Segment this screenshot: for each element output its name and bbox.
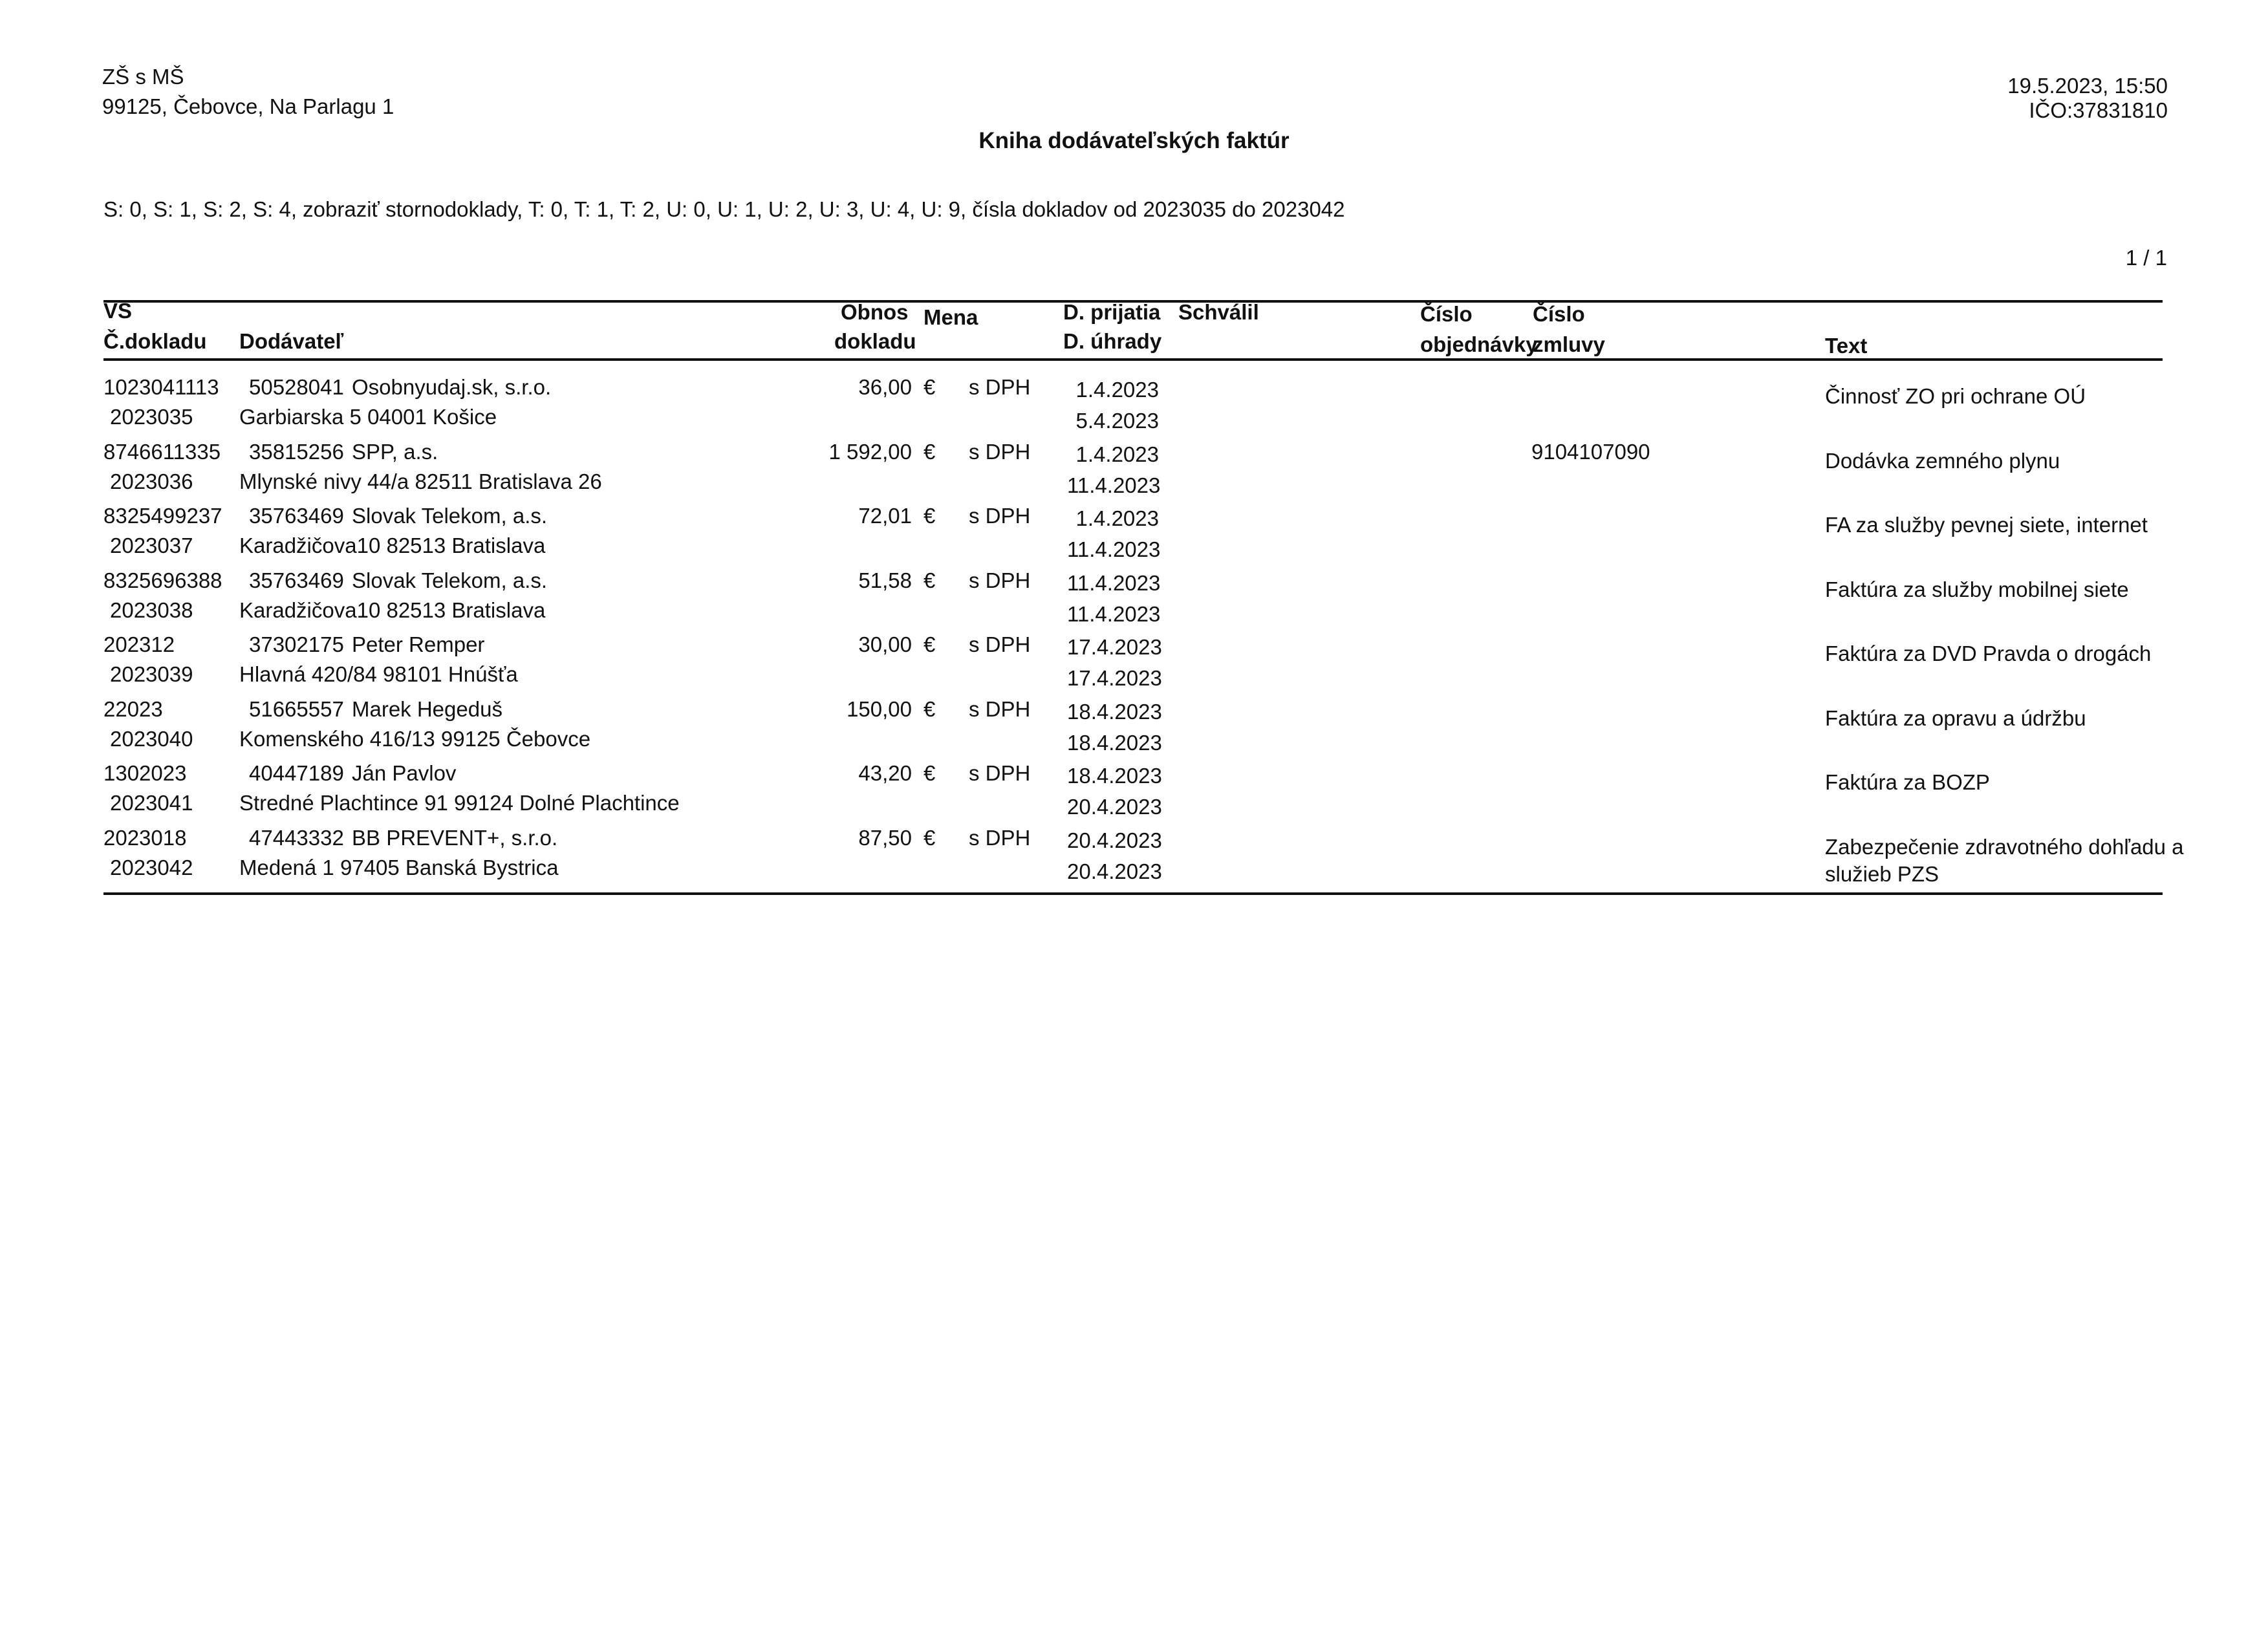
row-due-date: 5.4.2023 bbox=[1075, 409, 1159, 433]
row-vs: 1302023 bbox=[103, 761, 187, 785]
row-due-date: 20.4.2023 bbox=[1067, 859, 1162, 883]
row-text: FA za služby pevnej siete, internet bbox=[1825, 513, 2148, 537]
column-header-received: D. prijatia bbox=[1063, 300, 1161, 324]
row-supplier-address: Garbiarska 5 04001 Košice bbox=[239, 405, 497, 429]
row-supplier-address: Hlavná 420/84 98101 Hnúšťa bbox=[239, 662, 518, 686]
row-supplier-name: Peter Remper bbox=[352, 632, 485, 656]
filter-criteria: S: 0, S: 1, S: 2, S: 4, zobraziť stornodoklady, T: 0, T: 1, T: 2, U: 0, U: 1, U: 2, U: 3, U: 4, U: 9, čísla dokladov od 2023035 do 2023042 bbox=[103, 197, 1345, 221]
row-currency: € bbox=[923, 697, 936, 721]
row-supplier-id: 51665557 bbox=[249, 697, 344, 721]
row-supplier-address: Komenského 416/13 99125 Čebovce bbox=[239, 727, 591, 751]
table-bottom-rule bbox=[103, 892, 2163, 895]
row-amount: 150,00 bbox=[847, 697, 912, 721]
row-doc-number: 2023036 bbox=[110, 469, 193, 493]
row-due-date: 11.4.2023 bbox=[1067, 537, 1161, 561]
row-supplier-id: 35763469 bbox=[249, 504, 344, 528]
row-vs: 8325696388 bbox=[103, 568, 222, 592]
row-due-date: 11.4.2023 bbox=[1067, 473, 1161, 497]
row-doc-number: 2023037 bbox=[110, 534, 193, 557]
row-supplier-address: Stredné Plachtince 91 99124 Dolné Plachtince bbox=[239, 791, 680, 815]
row-amount: 51,58 bbox=[858, 568, 912, 592]
row-text: Faktúra za BOZP bbox=[1825, 770, 1990, 794]
row-received-date: 11.4.2023 bbox=[1067, 571, 1161, 595]
row-vat: s DPH bbox=[969, 826, 1031, 850]
row-due-date: 18.4.2023 bbox=[1067, 731, 1162, 755]
row-text: Faktúra za služby mobilnej siete bbox=[1825, 577, 2129, 601]
row-contract-number: 9104107090 bbox=[1531, 440, 1650, 464]
row-supplier-id: 35763469 bbox=[249, 568, 344, 592]
column-header-amount-line2: dokladu bbox=[834, 329, 916, 353]
row-vat: s DPH bbox=[969, 440, 1031, 464]
row-text: Faktúra za opravu a údržbu bbox=[1825, 706, 2086, 730]
row-currency: € bbox=[923, 504, 936, 528]
row-vs: 8325499237 bbox=[103, 504, 222, 528]
row-vat: s DPH bbox=[969, 761, 1031, 785]
row-amount: 30,00 bbox=[858, 632, 912, 656]
row-received-date: 1.4.2023 bbox=[1075, 378, 1159, 402]
row-currency: € bbox=[923, 826, 936, 850]
row-vs: 8746611335 bbox=[103, 440, 221, 464]
row-amount: 1 592,00 bbox=[828, 440, 912, 464]
row-received-date: 17.4.2023 bbox=[1067, 635, 1162, 659]
row-supplier-id: 47443332 bbox=[249, 826, 344, 850]
column-header-text: Text bbox=[1825, 334, 1868, 358]
row-due-date: 11.4.2023 bbox=[1067, 602, 1161, 626]
row-supplier-name: Marek Hegeduš bbox=[352, 697, 502, 721]
row-supplier-name: Slovak Telekom, a.s. bbox=[352, 568, 548, 592]
column-header-amount-line1: Obnos bbox=[841, 300, 909, 324]
print-info bbox=[2007, 74, 2168, 123]
row-supplier-name: Ján Pavlov bbox=[352, 761, 457, 785]
row-due-date: 20.4.2023 bbox=[1067, 795, 1162, 819]
row-vat: s DPH bbox=[969, 568, 1031, 592]
row-text: Dodávka zemného plynu bbox=[1825, 449, 2060, 473]
row-amount: 72,01 bbox=[858, 504, 912, 528]
row-doc-number: 2023042 bbox=[110, 856, 193, 879]
row-supplier-address: Karadžičova10 82513 Bratislava bbox=[239, 598, 546, 622]
row-supplier-id: 37302175 bbox=[249, 632, 344, 656]
row-currency: € bbox=[923, 375, 936, 399]
row-supplier-name: Osobnyudaj.sk, s.r.o. bbox=[352, 375, 552, 399]
row-supplier-id: 35815256 bbox=[249, 440, 344, 464]
column-header-vs: VS bbox=[103, 299, 133, 323]
row-amount: 43,20 bbox=[858, 761, 912, 785]
row-received-date: 20.4.2023 bbox=[1067, 828, 1162, 852]
row-supplier-address: Karadžičova10 82513 Bratislava bbox=[239, 534, 546, 557]
row-supplier-address: Mlynské nivy 44/a 82511 Bratislava 26 bbox=[239, 469, 602, 493]
row-vat: s DPH bbox=[969, 375, 1031, 399]
column-header-contract-line2: zmluvy bbox=[1533, 332, 1605, 356]
column-header-order-line2: objednávky bbox=[1420, 332, 1538, 356]
row-supplier-id: 50528041 bbox=[249, 375, 344, 399]
row-text: Faktúra za DVD Pravda o drogách bbox=[1825, 641, 2152, 665]
print-datetime: 19.5.2023, 15:50 bbox=[2007, 74, 2168, 98]
row-text: Činnosť ZO pri ochrane OÚ bbox=[1825, 384, 2086, 408]
row-amount: 36,00 bbox=[858, 375, 912, 399]
column-header-due: D. úhrady bbox=[1063, 329, 1162, 353]
row-doc-number: 2023040 bbox=[110, 727, 193, 751]
row-vat: s DPH bbox=[969, 632, 1031, 656]
row-currency: € bbox=[923, 761, 936, 785]
row-vs: 1023041113 bbox=[103, 375, 219, 399]
row-received-date: 1.4.2023 bbox=[1075, 442, 1159, 466]
row-doc-number: 2023041 bbox=[110, 791, 193, 815]
column-header-order-line1: Číslo bbox=[1420, 302, 1473, 326]
row-received-date: 18.4.2023 bbox=[1067, 764, 1162, 788]
row-vs: 22023 bbox=[103, 697, 163, 721]
row-vs: 2023018 bbox=[103, 826, 187, 850]
row-received-date: 18.4.2023 bbox=[1067, 700, 1162, 724]
row-currency: € bbox=[923, 568, 936, 592]
row-supplier-name: SPP, a.s. bbox=[352, 440, 438, 464]
column-header-contract-line1: Číslo bbox=[1533, 302, 1585, 326]
row-received-date: 1.4.2023 bbox=[1075, 506, 1159, 530]
row-supplier-name: BB PREVENT+, s.r.o. bbox=[352, 826, 558, 850]
row-vat: s DPH bbox=[969, 504, 1031, 528]
row-supplier-address: Medená 1 97405 Banská Bystrica bbox=[239, 856, 559, 879]
row-text: Zabezpečenie zdravotného dohľadu a služieb PZS bbox=[1825, 835, 2184, 886]
column-header-currency: Mena bbox=[923, 305, 978, 329]
organization-block bbox=[102, 62, 394, 122]
row-currency: € bbox=[923, 440, 936, 464]
organization-name: ZŠ s MŠ bbox=[102, 65, 184, 89]
row-doc-number: 2023038 bbox=[110, 598, 193, 622]
row-doc-number: 2023039 bbox=[110, 662, 193, 686]
row-vat: s DPH bbox=[969, 697, 1031, 721]
document-title: Kniha dodávateľských faktúr bbox=[978, 128, 1290, 153]
column-header-supplier: Dodávateľ bbox=[239, 329, 344, 353]
organization-address: 99125, Čebovce, Na Parlagu 1 bbox=[102, 94, 394, 118]
row-supplier-id: 40447189 bbox=[249, 761, 344, 785]
row-due-date: 17.4.2023 bbox=[1067, 666, 1162, 690]
row-amount: 87,50 bbox=[858, 826, 912, 850]
row-vs: 202312 bbox=[103, 632, 175, 656]
page-number: 1 / 1 bbox=[2125, 246, 2167, 270]
row-doc-number: 2023035 bbox=[110, 405, 193, 429]
row-supplier-name: Slovak Telekom, a.s. bbox=[352, 504, 548, 528]
column-header-approved: Schválil bbox=[1178, 300, 1259, 324]
row-currency: € bbox=[923, 632, 936, 656]
ico-number: IČO:37831810 bbox=[2029, 98, 2168, 122]
column-header-doc-no: Č.dokladu bbox=[103, 329, 207, 353]
